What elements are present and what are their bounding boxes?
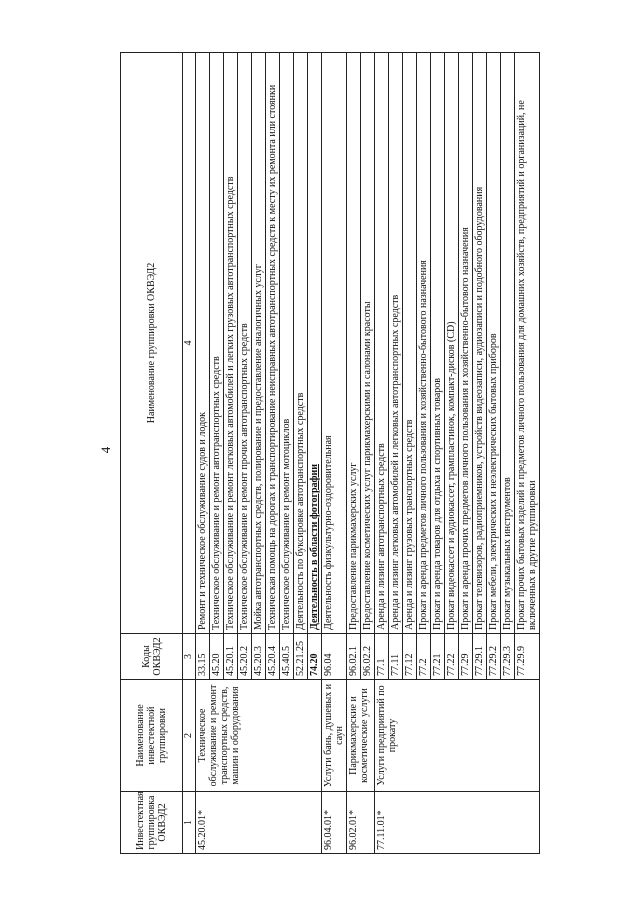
group-code: 77.11.01* [375, 792, 540, 854]
group-name: Услуги предприятий по прокату [375, 680, 540, 792]
okved-code: 77.2 [417, 634, 431, 680]
okved-name: Техническое обслуживание и ремонт автотранспортных средств [210, 53, 224, 634]
table-body [121, 53, 540, 854]
page-number: 4 [98, 446, 113, 454]
okved-code: 96.04 [322, 634, 347, 680]
okved-name: Техническое обслуживание и ремонт легковых автомобилей и легких грузовых автотранспортных средств [224, 53, 238, 634]
okved-name: Деятельность в области фотографии [308, 53, 322, 634]
table-row [322, 53, 347, 854]
group-name: Парикмахерские и косметические услуги [347, 680, 375, 792]
column-number: 1 [183, 792, 196, 854]
okved-name: Прокат видеокассет и аудиокассет, грампластинок, компакт-дисков (CD) [445, 53, 459, 634]
okved-code: 77.29 [459, 634, 473, 680]
table-row [196, 53, 210, 854]
column-number: 3 [183, 634, 196, 680]
header-col2: Наименование инвестектной группировки [121, 680, 183, 792]
okved-code: 45.20 [210, 634, 224, 680]
okved-name: Техническое обслуживание и ремонт прочих автотранспортных средств [238, 53, 252, 634]
okved-table [120, 52, 540, 854]
okved-code: 77.22 [445, 634, 459, 680]
okved-code: 77.29.1 [473, 634, 487, 680]
okved-name: Аренда и лизинг легковых автомобилей и легковых автотранспортных средств [389, 53, 403, 634]
document-rotated-page [120, 52, 616, 854]
okved-code: 77.29.9 [515, 634, 540, 680]
okved-code: 96.02.2 [361, 634, 375, 680]
okved-code: 45.20.3 [252, 634, 266, 680]
okved-name: Деятельность по буксировке автотранспортных средств [294, 53, 308, 634]
okved-name: Техническое обслуживание и ремонт мотоциклов [280, 53, 294, 634]
group-code: 96.04.01* [322, 792, 347, 854]
column-number-row [183, 53, 196, 854]
group-name: Техническое обслуживание и ремонт транспортных средств, машин и оборудования [196, 680, 322, 792]
okved-name: Ремонт и техническое обслуживание судов и лодок [196, 53, 210, 634]
header-col4: Наименование группировки ОКВЭД2 [121, 53, 183, 634]
okved-name: Прокат и аренда товаров для отдыха и спортивных товаров [431, 53, 445, 634]
okved-name: Предоставление косметических услуг парикмахерскими и салонами красоты [361, 53, 375, 634]
okved-code: 45.40.5 [280, 634, 294, 680]
okved-name: Прокат мебели, электрических и неэлектрических бытовых приборов [487, 53, 501, 634]
okved-name: Деятельность физкультурно-оздоровительная [322, 53, 347, 634]
okved-name: Аренда и лизинг автотранспортных средств [375, 53, 389, 634]
okved-code: 77.1 [375, 634, 389, 680]
okved-name: Мойка автотранспортных средств, полирование и предоставление аналогичных услуг [252, 53, 266, 634]
okved-name: Прокат музыкальных инструментов [501, 53, 515, 634]
okved-code: 52.21.25 [294, 634, 308, 680]
okved-code: 96.02.1 [347, 634, 361, 680]
okved-code: 74.20 [308, 634, 322, 680]
okved-name: Прокат телевизоров, радиоприемников, устройств видеозаписи, аудиозаписи и подобного оборудования [473, 53, 487, 634]
group-code: 96.02.01* [347, 792, 375, 854]
okved-code: 77.29.2 [487, 634, 501, 680]
table-header-row [121, 53, 183, 854]
okved-name: Предоставление парикмахерских услуг [347, 53, 361, 634]
okved-code: 77.21 [431, 634, 445, 680]
column-number: 4 [183, 53, 196, 634]
column-number: 2 [183, 680, 196, 792]
okved-code: 77.12 [403, 634, 417, 680]
table-row [347, 53, 361, 854]
okved-code: 45.20.4 [266, 634, 280, 680]
okved-code: 33.15 [196, 634, 210, 680]
okved-code: 45.20.1 [224, 634, 238, 680]
okved-name: Прокат и аренда предметов личного пользования и хозяйственно-бытового назначения [417, 53, 431, 634]
okved-code: 77.29.3 [501, 634, 515, 680]
okved-name: Техническая помощь на дорогах и транспортирование неисправных автотранспортных средств к месту их ремонта или стоянки [266, 53, 280, 634]
header-col3: Коды ОКВЭД2 [121, 634, 183, 680]
group-name: Услуги бань, душевых и саун [322, 680, 347, 792]
okved-name: Прокат и аренда прочих предметов личного пользования и хозяйственно-бытового назначения [459, 53, 473, 634]
okved-name: Аренда и лизинг грузовых транспортных средств [403, 53, 417, 634]
okved-name: Прокат прочих бытовых изделий и предметов личного пользования для домашних хозяйств, предприятий и организаций, не включенных в другие группировки [515, 53, 540, 634]
table-row [375, 53, 389, 854]
okved-code: 45.20.2 [238, 634, 252, 680]
group-code: 45.20.01* [196, 792, 322, 854]
header-col1: Инвестектная группировка ОКВЭД2 [121, 792, 183, 854]
okved-code: 77.11 [389, 634, 403, 680]
